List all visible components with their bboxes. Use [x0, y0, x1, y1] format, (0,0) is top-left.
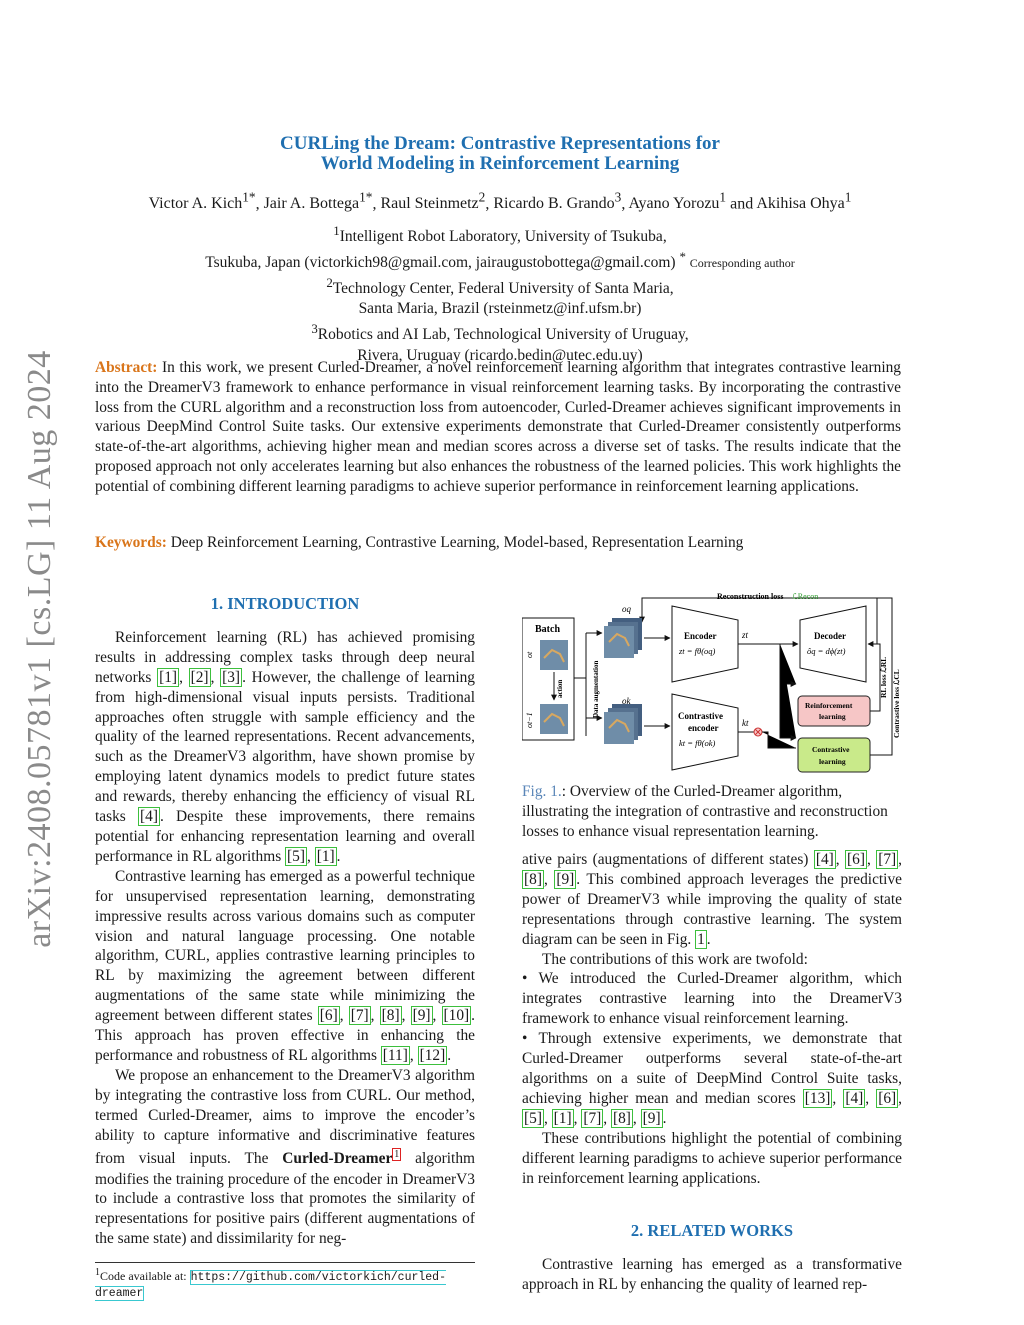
frame-ot — [540, 640, 568, 670]
decoder-block — [800, 606, 866, 682]
citation-link[interactable]: [4] — [140, 808, 158, 826]
author-name: Victor A. Kich$^{1*}$ — [148, 190, 256, 213]
svg-text:zt: zt — [742, 630, 749, 640]
citation-link[interactable]: [13] — [804, 1089, 831, 1107]
citation-link[interactable]: [4] — [845, 1089, 864, 1107]
svg-text:Encoder: Encoder — [684, 631, 717, 641]
contributions-intro: The contributions of this work are twofold: — [542, 950, 808, 968]
citation-link[interactable]: [8] — [612, 1109, 631, 1127]
citation-link[interactable]: [6] — [878, 1089, 897, 1107]
right-paragraph-1: ative pairs (augmentations of different states) [4] , [6] , [7] , [8] , [9] . This combined approach leverages the predictive power of DreamerV3 while improving the quality of state representations through contrastive learning. The system diagram can be seen in Fig. 1 . — [522, 851, 903, 948]
footnote: $^1$Code available at: https://github.com/victorkich/curled-dreamer — [95, 1262, 475, 1301]
right-column — [522, 850, 902, 1188]
citation-link[interactable]: [11] — [382, 1046, 408, 1064]
svg-text:Reinforcement: Reinforcement — [805, 701, 853, 710]
svg-text:oq: oq — [622, 604, 631, 614]
code-link[interactable]: https://github.com/victorkich/curled-dreamer — [95, 1271, 446, 1300]
intro-paragraph-2: Contrastive learning has emerged as a powerful technique for unsupervised representation learning, demonstrating impressive results across various domains such as computer vision and natural language processing. One notable algorithm, CURL, applies contrastive learning principles to RL by maximizing the agreement between different augmentations of the same state while minimizing the agreement between different states [6] , [7] , [8] , [9] , [10] . This approach has proven effective in enhancing the performance and robustness of RL algorithms [11] , [12] . — [95, 867, 476, 1064]
citation-link[interactable]: [8] — [524, 870, 542, 888]
author-name: Jair A. Bottega$^{1*}$ — [263, 190, 373, 213]
intro-paragraph-3: We propose an enhancement to the DreamerV3 algorithm by integrating the contrastive loss from CURL. Our method, termed Curled-Dreamer, aims to improve the encoder’s ability to capture informative and discriminative features from visual inputs. The Curled-Dreamer $^1$ algorithm modifies the training procedure of the encoder in DreamerV3 to include a contrastive loss that promotes the similarity of representations for positive pairs (different augmentations of the same state) and dissimilarity for neg- — [95, 1066, 475, 1248]
arxiv-identifier: arXiv:2408.05781v1 [cs.LG] 11 Aug 2024 — [21, 350, 58, 948]
augmented-frame-ok — [604, 712, 634, 744]
system-diagram — [522, 588, 912, 778]
keywords-label: Keywords: — [95, 534, 167, 551]
svg-text:kt: kt — [742, 718, 749, 728]
citation-link[interactable]: [5] — [287, 847, 305, 865]
recon-loss-symbol: ℒRecon — [792, 592, 819, 601]
citation-link[interactable]: [5] — [524, 1109, 542, 1127]
svg-text:Batch: Batch — [535, 624, 560, 635]
svg-text:Decoder: Decoder — [814, 631, 846, 641]
svg-text:learning: learning — [819, 757, 846, 766]
abstract-label: Abstract: — [95, 359, 158, 376]
citation-link[interactable]: 1 — [697, 930, 705, 948]
contribution-bullet-1: • We introduced the Curled-Dreamer algorithm, which integrates contrastive learning into the DreamerV3 framework to enhance visual reinforcement learning. — [522, 970, 902, 1028]
citation-link[interactable]: [6] — [847, 851, 865, 868]
svg-text:ôq = dϕ(zt): ôq = dϕ(zt) — [807, 646, 846, 656]
left-column — [95, 594, 475, 1249]
citation-link[interactable]: [7] — [878, 851, 897, 868]
citation-link[interactable]: [9] — [642, 1109, 661, 1127]
author-name: Ayano Yorozu$^1$ — [628, 190, 727, 213]
section-heading-related-works: 2. RELATED WORKS — [630, 1221, 794, 1240]
author-name: Akihisa Ohya$^1$ — [756, 190, 852, 213]
intro-paragraph-1: Reinforcement learning (RL) has achieved promising results in addressing complex tasks through deep neural networks [1] , [2] , [3] . However, the challenge of learning from high-dimensional visual inputs persists. Traditional approaches often struggle with sample efficiency and the quality of the learned representations. Recent advancements, such as the DreamerV3 algorithm, have shown promise by employing latent dynamics models to predict future states and rewards, thereby enhancing the efficiency of visual RL tasks [4] . Despite these improvements, there remains potential for enhancing representation learning and overall performance in RL algorithms [5] , [1] . — [95, 628, 475, 865]
abstract-text: In this work, we present Curled-Dreamer, a novel reinforcement learning algorithm that integrates contrastive learning into the DreamerV3 framework to enhance performance in visual reinforcement learning tasks. By incorporating the contrastive loss from the CURL algorithm and a reconstruction loss from autoencoder, Curled-Dreamer achieves significant improvements in various DeepMind Control Suite tasks. Our extensive experiments demonstrate that Curled-Dreamer consistently outperforms state-of-the-art algorithms, achieving higher mean and median scores across a diverse set of tasks. The results indicate that the proposed approach not only accelerates learning but also enhances the robustness of the learned policies. This work highlights the potential of combining different learning paradigms to achieve superior performance in reinforcement learning applications. — [95, 359, 901, 495]
citation-link[interactable]: [9] — [556, 870, 575, 888]
author-name: Raul Steinmetz$^2$ — [380, 190, 486, 213]
contrastive-learning-box — [798, 738, 870, 772]
figure-label: Fig. 1. — [522, 783, 562, 800]
citation-link[interactable]: [7] — [350, 1007, 369, 1025]
section-heading-introduction: 1. INTRODUCTION — [210, 594, 360, 613]
citation-link[interactable]: [1] — [159, 668, 178, 686]
svg-text:action: action — [556, 679, 564, 698]
abstract — [95, 358, 901, 497]
footnote-link[interactable]: 1 — [394, 1149, 400, 1161]
svg-text:ot: ot — [525, 651, 534, 658]
citation-link[interactable]: [12] — [419, 1046, 446, 1064]
author-name: Ricardo B. Grando$^3$ — [493, 190, 622, 213]
svg-text:encoder: encoder — [688, 723, 719, 733]
paper-title: CURLing the Dream: Contrastive Representations for World Modeling in Reinforcement Learning — [280, 133, 720, 174]
citation-link[interactable]: [3] — [222, 668, 241, 686]
svg-text:zt = fθ(oq): zt = fθ(oq) — [679, 646, 716, 656]
svg-text:Contrastive loss ℒCL: Contrastive loss ℒCL — [892, 669, 901, 738]
related-paragraph-1: Contrastive learning has emerged as a transformative approach in RL by enhancing the quality of learned rep- — [522, 1255, 902, 1293]
related-works — [522, 1221, 902, 1295]
citation-link[interactable]: [6] — [319, 1007, 338, 1025]
svg-text:kt = fθ(ok): kt = fθ(ok) — [679, 738, 716, 748]
citation-link[interactable]: [9] — [412, 1007, 431, 1025]
frame-ot-1 — [540, 704, 568, 734]
citation-link[interactable]: [4] — [815, 851, 834, 868]
citation-link[interactable]: [7] — [583, 1109, 602, 1127]
svg-text:Contrastive: Contrastive — [678, 711, 723, 721]
citation-link[interactable]: [8] — [381, 1007, 400, 1025]
figure-caption: Fig. 1.: Overview of the Curled-Dreamer algorithm, illustrating the integration of contrastive and reconstruction losses to enhance visual representation learning. — [522, 783, 888, 840]
svg-text:learning: learning — [819, 712, 846, 721]
citation-link[interactable]: [2] — [190, 668, 209, 686]
svg-text:RL loss ℒRL: RL loss ℒRL — [879, 656, 888, 698]
citation-link[interactable]: [1] — [316, 847, 335, 865]
right-paragraph-3: These contributions highlight the potential of combining different learning paradigms to achieve superior performance in reinforcement learning applications. — [522, 1129, 902, 1187]
keywords — [95, 534, 901, 552]
svg-text:Data augmentation: Data augmentation — [592, 660, 600, 718]
recon-loss-label: Reconstruction loss — [717, 592, 784, 601]
svg-text:ok: ok — [622, 696, 631, 706]
keywords-text: Deep Reinforcement Learning, Contrastive Learning, Model-based, Representation Learning — [170, 534, 744, 551]
encoder-block — [672, 606, 738, 682]
citation-link[interactable]: [10] — [443, 1007, 470, 1025]
contribution-bullet-2: • Through extensive experiments, we demonstrate that Curled-Dreamer outperforms several state-of-the-art algorithms on a suite of DeepMind Control Suite tasks, achieving higher mean and median scores [13] , [4] , [6] , [5] , [1] , [7] , [8] , [9] . — [522, 1030, 902, 1127]
svg-text:Contrastive: Contrastive — [812, 745, 850, 754]
affiliations: $^1$Intelligent Robot Laboratory, University of Tsukuba, Tsukuba, Japan (victorkich98@gmail.com, jairaugustobottega@gmail.com) * Corresponding author $^2$Technology Center, Federal University of Santa Maria, Santa Maria, Brazil (rsteinmetz@inf.ufsm.br) $^3$Robotics and AI Lab, Technological University of Uruguay, Rivera, Uruguay (ricardo.bedin@utec.edu.uy) — [205, 223, 795, 364]
svg-text:ot−1: ot−1 — [525, 712, 534, 728]
citation-link[interactable]: [1] — [553, 1109, 572, 1127]
author-list: Victor A. Kich$^{1*}$, Jair A. Bottega$^{1*}$, Raul Steinmetz$^2$, Ricardo B. Grando$^3$, Ayano Yorozu$^1$ and Akihisa Ohya$^1$ — [148, 190, 852, 213]
augmented-frame-oq — [604, 626, 634, 658]
